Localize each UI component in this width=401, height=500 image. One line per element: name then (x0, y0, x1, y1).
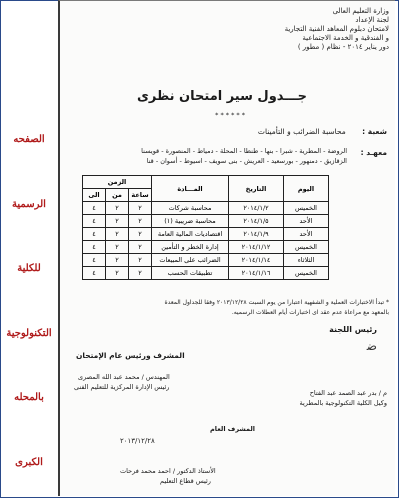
header-line: وزارة التعليم العالى (332, 7, 389, 15)
cell-day: الأحد (284, 228, 329, 241)
table-header-row (83, 176, 329, 189)
cell-to: ٤ (83, 215, 106, 228)
header-time-group: الزمن (83, 176, 152, 189)
cell-subject: الضرائب على المبيعات (152, 254, 229, 267)
exam-schedule-table (82, 175, 329, 280)
header-day: اليوم (284, 176, 329, 202)
header-subject: المـــادة (152, 176, 229, 202)
cell-date: ٢٠١٤/١/١٦ (229, 267, 284, 280)
general-supervisor-title: رئيس قطاع التعليم (160, 477, 211, 485)
table-row (83, 202, 329, 215)
institutes-line-2: الزقازيق - دمنهور - بورسعيد - العريش - بنى سويف - اسيوط - أسوان - قنا (146, 157, 347, 165)
title-dots: * * * * * * (215, 111, 245, 119)
cell-subject: محاسبة ضريبية (١) (152, 215, 229, 228)
cell-from: ٢ (106, 202, 129, 215)
table-row (83, 267, 329, 280)
signatory-name: م / بدر عبد الصمد عبد الفتاح (309, 389, 387, 397)
cell-subject: تطبيقات الحسب (152, 267, 229, 280)
signature-mark: ﺿ (366, 339, 377, 353)
supervisor-label: المشرف ورئيس عام الإمتحان (76, 351, 185, 360)
table-row (83, 228, 329, 241)
header-line: دور يناير ٢٠١٤ - نظام ( مطور ) (297, 43, 389, 51)
page-title: جـــدول سير امتحان نظرى (136, 89, 307, 104)
table-row (83, 254, 329, 267)
cell-to: ٤ (83, 202, 106, 215)
side-banner-line: بالمحله (14, 392, 44, 404)
cell-day: الخميس (284, 241, 329, 254)
division-label: شعبة : (362, 127, 387, 136)
header-from: من (106, 189, 129, 202)
side-banner-line: التكنولوجية (6, 327, 52, 339)
cell-from: ٢ (106, 228, 129, 241)
side-banner-line: للكلية (17, 263, 41, 275)
cell-hours: ٢ (129, 228, 152, 241)
cell-to: ٤ (83, 228, 106, 241)
cell-subject: إدارة الخطر و التأمين (152, 241, 229, 254)
side-banner (0, 128, 58, 474)
cell-from: ٢ (106, 215, 129, 228)
general-supervisor-label: المشرف العام (210, 425, 256, 433)
side-banner-line: الكبرى (15, 456, 43, 468)
side-banner-line: الصفحه (13, 134, 45, 145)
cell-date: ٢٠١٤/١/٢ (229, 202, 284, 215)
cell-date: ٢٠١٤/١/٩ (229, 228, 284, 241)
table-row (83, 215, 329, 228)
cell-day: الخميس (284, 202, 329, 215)
header-hours: ساعة (129, 189, 152, 202)
division-value: محاسبة الضرائب و التأمينات (257, 127, 346, 136)
cell-day: الخميس (284, 267, 329, 280)
header-line: لجنة الإعداد (355, 16, 389, 24)
cell-date: ٢٠١٤/١/١٢ (229, 241, 284, 254)
cell-hours: ٢ (129, 254, 152, 267)
cell-from: ٢ (106, 241, 129, 254)
cell-to: ٤ (83, 254, 106, 267)
supervisor-title: رئيس الإدارة المركزية للتعليم الفنى (74, 383, 170, 391)
cell-subject: محاسبة شركات (152, 202, 229, 215)
cell-day: الأحد (284, 215, 329, 228)
header-line: لامتحان دبلوم المعاهد الفنية التجارية (284, 25, 389, 33)
cell-day: الثلاثاء (284, 254, 329, 267)
committee-head-label: رئيس اللجنة (329, 325, 377, 334)
note-line-2: بالمعهد مع مراعاة عدم عقد اى اختبارات أيام العطلات الرسميه. (231, 309, 389, 316)
institutes-line-1: الروضة - المطرية - شبرا - بنها - طنطا - المحلة - دمياط - المنصورة - قويسنا (141, 147, 347, 155)
header-line: و الفندقية و الخدمة الاجتماعية (302, 34, 389, 42)
side-banner-line: الرسمية (12, 198, 46, 210)
cell-to: ٤ (83, 267, 106, 280)
cell-hours: ٢ (129, 267, 152, 280)
cell-hours: ٢ (129, 215, 152, 228)
ministry-header (285, 7, 389, 52)
cell-date: ٢٠١٤/١/١٤ (229, 254, 284, 267)
cell-from: ٢ (106, 267, 129, 280)
signatory-title: وكيل الكلية التكنولوجية بالمطرية (299, 399, 387, 407)
cell-subject: اقتصاديات المالية العامة (152, 228, 229, 241)
cell-hours: ٢ (129, 241, 152, 254)
cell-hours: ٢ (129, 202, 152, 215)
institutes-label: معهـد : (360, 148, 387, 157)
note-line-1: * تبدأ الاختبارات العملية و الشفهية اعتبارا من يوم السبت ٢٠١٣/١٢/٢٨ وفقا للجداول المعدة (164, 299, 389, 306)
general-supervisor-name: الأستاذ الدكتور / احمد محمد فرحات (120, 467, 216, 475)
general-supervisor-date: ٢٠١٣/١٢/٢٨ (120, 437, 155, 445)
supervisor-block (76, 351, 185, 360)
division-line (258, 127, 387, 136)
cell-date: ٢٠١٤/١/٥ (229, 215, 284, 228)
table-row (83, 241, 329, 254)
supervisor-name: المهندس / محمد عبد الله المصرى (78, 373, 170, 381)
cell-to: ٤ (83, 241, 106, 254)
header-date: التاريخ (229, 176, 284, 202)
header-to: الى (83, 189, 106, 202)
cell-from: ٢ (106, 254, 129, 267)
